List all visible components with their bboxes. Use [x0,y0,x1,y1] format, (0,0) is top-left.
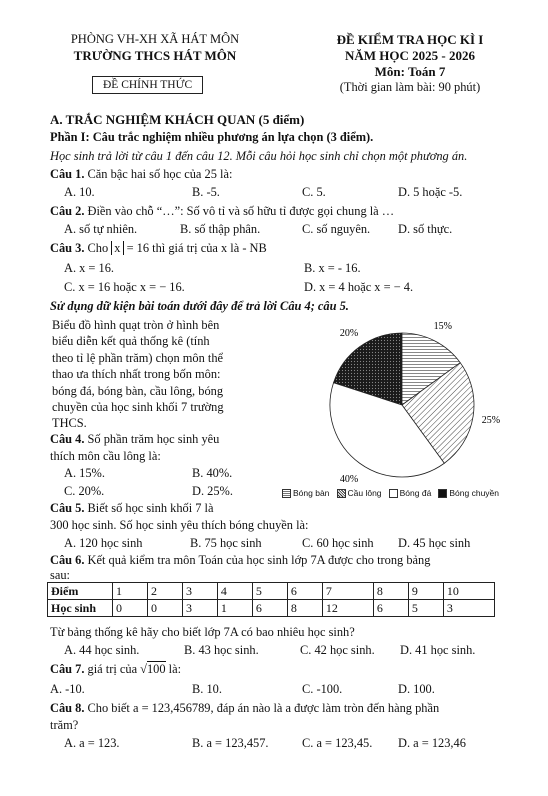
pie-data-label: 40% [339,473,359,485]
instruction: Học sinh trả lời từ câu 1 đến câu 12. Mỗi câu hỏi học sinh chỉ chọn một phương án. [50,149,468,163]
q4-option-a: A. 15%. [64,466,105,480]
question-5 [50,501,214,516]
question-text: Cho [84,241,112,255]
question-text-cont: là: [165,662,182,676]
department-name: PHÒNG VH-XH XÃ HÁT MÔN [70,32,240,46]
q7-option-d: D. 100. [398,682,435,696]
q2-option-a: A. số tự nhiên. [64,222,138,236]
desc-line: Biểu đồ hình quạt tròn ở hình bên [52,318,220,332]
q8-option-c: C. a = 123,45. [302,736,373,750]
table-cell: 6 [373,600,408,617]
table-cell: 3 [182,583,217,600]
q5-option-b: B. 75 học sinh [190,536,262,550]
question-label: Câu 4. [50,432,85,446]
pie-data-label: 20% [339,328,359,340]
q1-option-a: A. 10. [64,185,95,199]
table-cell: 3 [443,600,494,617]
question-label: Câu 8. [50,701,85,715]
question-text-cont: = 16 thì giá trị của x là - NB [123,241,267,255]
desc-line: biểu diễn kết quả thống kê (tính [52,334,210,349]
question-2 [50,204,394,219]
desc-line: THCS. [52,416,87,431]
table-cell: 8 [373,583,408,600]
table-cell: 1 [113,583,148,600]
pie-data-label: 25% [481,415,501,427]
question-label: Câu 7. [50,662,85,676]
question-text: giá trị của [84,662,141,676]
table-cell: 5 [252,583,287,600]
table-cell: 9 [408,583,443,600]
table-cell: 0 [113,600,148,617]
school-year: NĂM HỌC 2025 - 2026 [345,48,475,63]
table-cell: 10 [443,583,494,600]
q4-option-b: B. 40%. [192,466,233,480]
question-text: Số phần trăm học sinh yêu [84,432,220,446]
q7-option-b: B. 10. [192,682,222,696]
legend-item-bong-da: Bóng đá [389,488,432,498]
desc-line: chuyền của học sinh khối 7 trường [52,400,224,415]
q8-text-line2: trăm? [50,718,79,732]
question-3 [50,241,267,256]
q6-option-d: D. 41 học sinh. [400,643,476,657]
question-label: Câu 5. [50,501,85,515]
legend-item-cau-long: Cầu lông [337,488,382,498]
q1-option-d: D. 5 hoặc -5. [398,185,463,199]
question-label: Câu 6. [50,553,85,567]
pie-data-label: 15% [433,320,453,332]
q3-option-d: D. x = 4 hoặc x = − 4. [304,280,414,294]
data-note: Sử dụng dữ kiện bài toán dưới đây để trả lời Câu 4; câu 5. [50,299,349,313]
legend-item-bong-chuyen: Bóng chuyền [438,488,499,498]
q3-option-b: B. x = - 16. [304,261,361,275]
q8-option-a: A. a = 123. [64,736,120,750]
table-cell: 1 [217,600,252,617]
desc-line: thao ưa thích nhất trong bốn môn: [52,367,221,382]
question-label: Câu 1. [50,167,85,181]
q1-option-c: C. 5. [302,185,326,199]
q5-option-d: D. 45 học sinh [398,536,471,550]
section-a-heading: A. TRẮC NGHIỆM KHÁCH QUAN (5 điểm) [50,112,305,127]
question-4 [50,432,219,447]
exam-duration: (Thời gian làm bài: 90 phút) [339,80,481,94]
radicand: 100 [146,662,166,676]
table-cell: 3 [182,600,217,617]
subject: Môn: Toán 7 [374,64,446,79]
question-1 [50,167,232,182]
q1-option-b: B. -5. [192,185,220,199]
table-cell: 2 [147,583,182,600]
row-label: Học sinh [48,600,113,617]
pie-description [52,317,258,432]
q3-option-c: C. x = 16 hoặc x = − 16. [64,280,185,294]
q7-option-a: A. -10. [50,682,85,696]
chart-legend [282,488,499,498]
absolute-value: x [111,241,123,255]
q6-option-a: A. 44 học sinh. [64,643,140,657]
table-cell: 5 [408,600,443,617]
question-7 [50,662,181,677]
question-text: Biết số học sinh khối 7 là [84,501,214,515]
table-cell: 8 [287,600,322,617]
table-row [48,583,495,600]
q3-option-a: A. x = 16. [64,261,115,275]
school-name: TRƯỜNG THCS HÁT MÔN [73,48,237,63]
part1-heading: Phần I: Câu trắc nghiệm nhiều phương án lựa chọn (3 điểm). [50,130,374,144]
exam-title: ĐỀ KIỂM TRA HỌC KÌ I [336,32,484,47]
q4-text-line2: thích môn cầu lông là: [50,449,161,463]
table-cell: 6 [252,600,287,617]
q7-option-c: C. -100. [302,682,343,696]
question-label: Câu 3. [50,241,85,255]
q4-option-d: D. 25%. [192,484,233,498]
pie-chart [290,318,520,488]
question-6 [50,553,430,568]
q8-option-b: B. a = 123,457. [192,736,269,750]
question-text: Kết quả kiểm tra môn Toán của học sinh lớp 7A được cho trong bảng [84,553,431,567]
q4-option-c: C. 20%. [64,484,105,498]
row-label: Điểm [48,583,113,600]
question-text: Điền vào chỗ “…”: Số vô tỉ và số hữu tỉ được gọi chung là … [84,204,395,218]
question-label: Câu 2. [50,204,85,218]
table-cell: 4 [217,583,252,600]
q2-option-c: C. số nguyên. [302,222,371,236]
desc-line: bóng đá, bóng bàn, cầu lông, bóng [52,383,224,398]
q5-option-c: C. 60 học sinh [302,536,374,550]
table-row [48,600,495,617]
table-cell: 12 [322,600,373,617]
q6-option-c: C. 42 học sinh. [300,643,375,657]
sqrt-sign: √ [140,662,147,676]
q6-text-line2: sau: [50,568,70,582]
q6-option-b: B. 43 học sinh. [184,643,259,657]
score-table [47,582,495,617]
official-exam-box: ĐỀ CHÍNH THỨC [92,76,203,94]
question-text: Cho biết a = 123,456789, đáp án nào là a được làm tròn đến hàng phần [84,701,440,715]
q5-text-line2: 300 học sinh. Số học sinh yêu thích bóng chuyền là: [50,518,309,532]
q6-follow-up: Từ bảng thống kê hãy cho biết lớp 7A có bao nhiêu học sinh? [50,625,355,639]
desc-line: theo tỉ lệ phần trăm) chọn môn thể [52,350,224,365]
table-cell: 7 [322,583,373,600]
q2-option-d: D. số thực. [398,222,453,236]
legend-item-bong-ban: Bóng bàn [282,488,329,498]
q2-option-b: B. số thập phân. [180,222,261,236]
q8-option-d: D. a = 123,46 [398,736,466,750]
question-text: Căn bậc hai số học của 25 là: [84,167,233,181]
question-8 [50,701,439,716]
table-cell: 0 [147,600,182,617]
q5-option-a: A. 120 học sinh [64,536,143,550]
table-cell: 6 [287,583,322,600]
